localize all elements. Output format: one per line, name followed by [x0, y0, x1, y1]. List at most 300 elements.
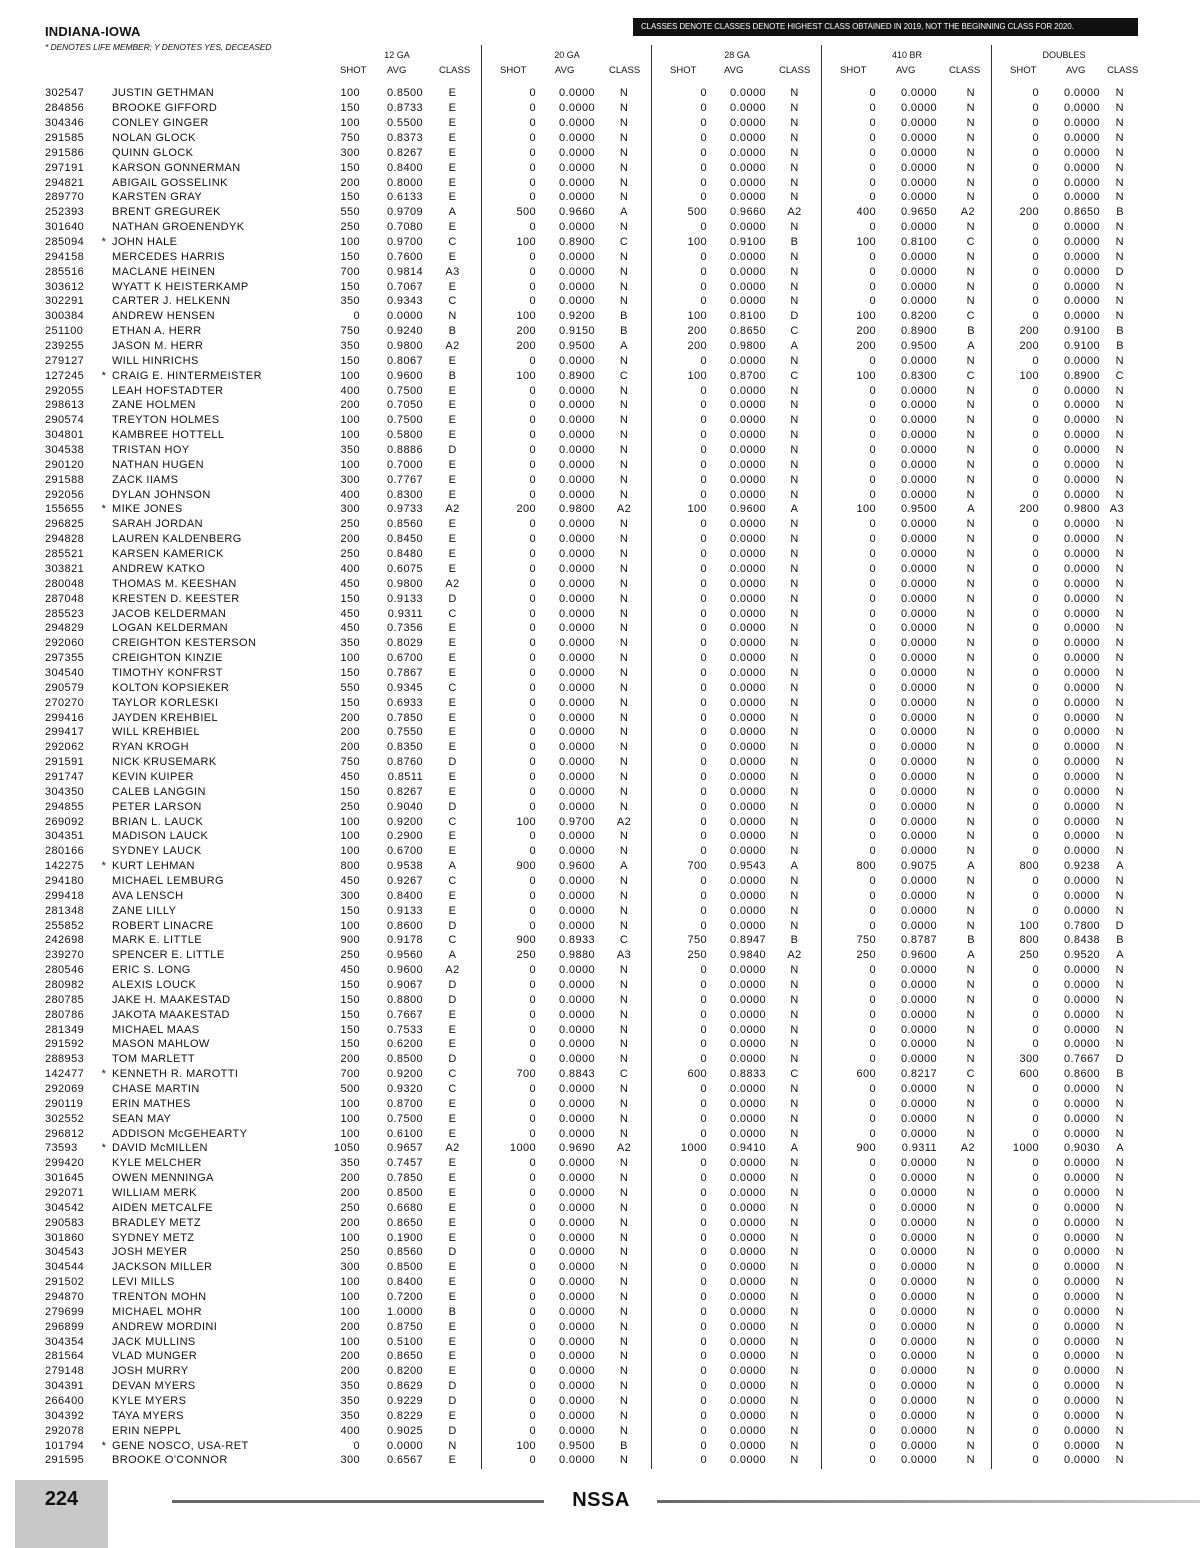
- doubles-shot: 0: [1032, 993, 1039, 1006]
- member-name: WYATT K HEISTERKAMP: [112, 280, 249, 293]
- life-member-mark: [96, 1364, 112, 1379]
- doubles-class: D: [1115, 1053, 1124, 1066]
- ga20-shot: 0: [529, 993, 536, 1006]
- br410-class: N: [966, 161, 975, 174]
- ga12-class: C: [448, 815, 457, 828]
- ga20-class: N: [619, 845, 629, 858]
- ga12-avg: 0.6567: [386, 1454, 423, 1467]
- br410-shot: 0: [869, 1276, 876, 1289]
- ga12-shot: 100: [340, 1112, 360, 1125]
- ga12-shot: 700: [340, 1068, 360, 1081]
- br410-shot: 0: [869, 146, 876, 159]
- ga12-shot: 700: [340, 265, 360, 278]
- ga12-shot: 150: [340, 280, 360, 293]
- life-member-mark: [96, 562, 112, 577]
- doubles-shot: 200: [1019, 340, 1039, 353]
- ga20-avg: 0.0000: [558, 1097, 595, 1110]
- ga12-avg: 0.7850: [386, 711, 423, 724]
- ga12-class: E: [448, 711, 457, 724]
- ga12-avg: 0.8400: [386, 1276, 423, 1289]
- ga20-avg: 0.0000: [558, 1216, 595, 1229]
- doubles-class: N: [1115, 518, 1124, 531]
- doubles-class: N: [1115, 726, 1124, 739]
- life-member-mark: [96, 1230, 112, 1245]
- ga28-shot: 0: [700, 1008, 707, 1021]
- ga12-avg: 0.8500: [386, 1261, 423, 1274]
- doubles-avg: 0.9100: [1063, 325, 1100, 338]
- doubles-class: N: [1115, 681, 1124, 694]
- table-row: [45, 963, 1138, 978]
- ga28-shot: 0: [700, 399, 707, 412]
- ga20-avg: 0.0000: [558, 1083, 595, 1095]
- member-name: SARAH JORDAN: [112, 518, 203, 531]
- br410-avg: 0.0000: [900, 414, 937, 427]
- br410-avg: 0.0000: [900, 741, 937, 754]
- member-name: ZACK IIAMS: [112, 473, 179, 486]
- br410-avg: 0.0000: [900, 681, 937, 694]
- br410-class: N: [966, 1365, 975, 1378]
- ga20-avg: 0.0000: [558, 1127, 595, 1140]
- ga12-avg: 0.9229: [386, 1395, 423, 1408]
- ga20-class: N: [619, 399, 629, 412]
- doubles-shot: 0: [1032, 1395, 1039, 1408]
- ga28-avg: 0.0000: [729, 1320, 766, 1333]
- br410-avg: 0.8217: [900, 1068, 937, 1081]
- br410-class: N: [966, 919, 975, 932]
- doubles-class: N: [1115, 161, 1124, 174]
- br410-avg: 0.0000: [900, 1439, 937, 1452]
- ga28-avg: 0.0000: [729, 756, 766, 769]
- br410-shot: 0: [869, 845, 876, 858]
- member-name: CREIGHTON KESTERSON: [112, 637, 257, 650]
- ga20-avg: 0.9700: [558, 815, 595, 828]
- br410-shot: 0: [869, 548, 876, 561]
- life-member-mark: [96, 1082, 112, 1097]
- life-member-mark: [96, 309, 112, 324]
- table-row: [45, 680, 1138, 695]
- doubles-class: N: [1115, 458, 1124, 471]
- doubles-shot: 0: [1032, 548, 1039, 561]
- ga28-avg: 0.0000: [729, 666, 766, 679]
- ga20-shot: 0: [529, 562, 536, 575]
- ga28-shot: 100: [687, 369, 707, 382]
- doubles-shot: 0: [1032, 622, 1039, 635]
- member-id: 279699: [45, 1305, 85, 1318]
- br410-class: N: [966, 473, 975, 486]
- member-id: 294158: [45, 250, 85, 263]
- table-row: [45, 784, 1138, 799]
- ga20-avg: 0.0000: [558, 637, 595, 650]
- doubles-class: N: [1115, 1350, 1124, 1363]
- doubles-shot: 0: [1032, 1231, 1039, 1244]
- doubles-class: N: [1115, 1261, 1124, 1274]
- member-id: 291591: [45, 756, 85, 769]
- ga28-class: N: [790, 845, 799, 858]
- ga12-avg: 0.6700: [386, 845, 423, 858]
- life-member-mark: [96, 1126, 112, 1141]
- ga28-class: N: [790, 354, 799, 367]
- ga28-shot: 0: [700, 488, 707, 501]
- br410-shot: 0: [869, 1380, 876, 1393]
- ga12-class: E: [448, 176, 457, 189]
- br410-shot: 0: [869, 577, 876, 590]
- life-member-mark: [96, 339, 112, 354]
- ga12-shot: 100: [340, 830, 360, 843]
- doubles-avg: 0.0000: [1063, 1157, 1100, 1170]
- ga28-class: N: [790, 518, 799, 531]
- ga20-shot: 0: [529, 1157, 536, 1170]
- member-name: CHASE MARTIN: [112, 1083, 200, 1095]
- br410-shot: 0: [869, 666, 876, 679]
- ga12-class: E: [448, 102, 457, 115]
- doubles-shot: 0: [1032, 117, 1039, 130]
- ga20-shot: 0: [529, 458, 536, 471]
- br410-class: N: [966, 904, 975, 917]
- ga28-class: N: [790, 102, 799, 115]
- ga20-avg: 0.0000: [558, 488, 595, 501]
- doubles-avg: 0.0000: [1063, 1112, 1100, 1125]
- br410-avg: 0.8100: [900, 236, 937, 249]
- ga20-class: N: [619, 1216, 629, 1229]
- ga20-avg: 0.0000: [558, 993, 595, 1006]
- life-member-mark: [96, 918, 112, 933]
- ga12-class: E: [448, 354, 457, 367]
- ga12-class: E: [448, 696, 457, 709]
- ga20-class: N: [619, 473, 629, 486]
- ga20-shot: 0: [529, 800, 536, 813]
- doubles-shot: 0: [1032, 384, 1039, 397]
- ga28-shot: 0: [700, 592, 707, 605]
- br410-class: N: [966, 845, 975, 858]
- ga20-class: N: [619, 577, 629, 590]
- table-row: [45, 309, 1138, 324]
- group-label-20ga: 20 GA: [554, 50, 580, 60]
- life-member-mark: [96, 1453, 112, 1468]
- ga20-shot: 0: [529, 488, 536, 501]
- life-member-mark: [96, 725, 112, 740]
- table-row: [45, 517, 1138, 532]
- doubles-avg: 0.0000: [1063, 518, 1100, 531]
- ga28-avg: 0.9410: [729, 1142, 766, 1155]
- ga12-avg: 0.9657: [386, 1142, 423, 1155]
- ga28-shot: 0: [700, 1305, 707, 1318]
- ga28-shot: 0: [700, 770, 707, 783]
- ga12-class: B: [448, 325, 457, 338]
- ga28-class: N: [790, 1350, 799, 1363]
- ga12-class: D: [448, 444, 457, 457]
- br410-class: N: [966, 176, 975, 189]
- ga28-class: D: [790, 310, 799, 323]
- member-id: 300384: [45, 310, 85, 323]
- ga12-avg: 0.8267: [386, 146, 423, 159]
- ga12-class: D: [448, 756, 457, 769]
- member-name: JOSH MEYER: [112, 1246, 188, 1259]
- br410-avg: 0.0000: [900, 1261, 937, 1274]
- ga20-shot: 0: [529, 1261, 536, 1274]
- member-name: PETER LARSON: [112, 800, 202, 813]
- doubles-avg: 0.0000: [1063, 1097, 1100, 1110]
- br410-avg: 0.0000: [900, 830, 937, 843]
- life-member-mark: [96, 770, 112, 785]
- br410-avg: 0.0000: [900, 1380, 937, 1393]
- ga28-avg: 0.0000: [729, 117, 766, 130]
- br410-shot: 0: [869, 607, 876, 620]
- br410-shot: 900: [856, 1142, 876, 1155]
- br410-shot: 0: [869, 1201, 876, 1214]
- ga28-avg: 0.0000: [729, 473, 766, 486]
- ga12-avg: 0.9560: [386, 949, 423, 962]
- ga20-shot: 100: [516, 310, 536, 323]
- ga20-avg: 0.0000: [558, 919, 595, 932]
- br410-avg: 0.0000: [900, 1157, 937, 1170]
- doubles-avg: 0.7667: [1063, 1053, 1100, 1066]
- table-row: [45, 428, 1138, 443]
- life-member-mark: [96, 443, 112, 458]
- ga28-avg: 0.0000: [729, 1216, 766, 1229]
- ga12-class: E: [448, 1365, 457, 1378]
- member-id: 304542: [45, 1201, 85, 1214]
- br410-shot: 0: [869, 696, 876, 709]
- ga28-class: N: [790, 711, 799, 724]
- ga12-shot: 1050: [333, 1142, 360, 1155]
- br410-class: N: [966, 607, 975, 620]
- ga20-class: N: [619, 1083, 629, 1095]
- ga12-class: E: [448, 637, 457, 650]
- doubles-class: N: [1115, 444, 1124, 457]
- ga28-avg: 0.0000: [729, 1112, 766, 1125]
- ga20-shot: 0: [529, 161, 536, 174]
- br410-class: N: [966, 741, 975, 754]
- doubles-avg: 0.0000: [1063, 132, 1100, 144]
- doubles-class: N: [1115, 429, 1124, 442]
- br410-avg: 0.0000: [900, 1395, 937, 1408]
- ga28-class: N: [790, 161, 799, 174]
- life-member-mark: [96, 874, 112, 889]
- ga20-avg: 0.0000: [558, 562, 595, 575]
- ga28-avg: 0.8833: [729, 1068, 766, 1081]
- ga28-avg: 0.9600: [729, 503, 766, 516]
- ga20-avg: 0.0000: [558, 1112, 595, 1125]
- ga20-class: B: [620, 310, 628, 323]
- member-name: JAYDEN KREHBIEL: [112, 711, 219, 724]
- ga20-shot: 0: [529, 577, 536, 590]
- member-name: JOHN HALE: [112, 236, 178, 249]
- ga12-avg: 0.8511: [387, 770, 423, 783]
- br410-avg: 0.0000: [900, 1127, 937, 1140]
- ga20-shot: 0: [529, 221, 536, 234]
- ga28-avg: 0.0000: [729, 741, 766, 754]
- ga28-class: B: [790, 236, 799, 249]
- br410-class: N: [966, 1291, 975, 1304]
- br410-avg: 0.0000: [900, 993, 937, 1006]
- ga12-class: E: [448, 1291, 457, 1304]
- br410-shot: 0: [869, 102, 876, 115]
- life-member-mark: [96, 784, 112, 799]
- ga12-class: E: [448, 652, 457, 665]
- br410-avg: 0.9650: [900, 206, 937, 219]
- ga12-class: A: [448, 860, 457, 873]
- ga20-shot: 0: [529, 666, 536, 679]
- doubles-avg: 0.0000: [1063, 964, 1100, 977]
- ga12-shot: 150: [340, 1023, 360, 1036]
- ga12-shot: 100: [340, 236, 360, 249]
- table-row: [45, 859, 1138, 874]
- ga28-class: C: [790, 369, 799, 382]
- ga28-class: N: [790, 265, 799, 278]
- br410-shot: 100: [856, 236, 876, 249]
- br410-shot: 0: [869, 518, 876, 531]
- life-member-mark: [96, 903, 112, 918]
- doubles-shot: 0: [1032, 845, 1039, 858]
- ga20-avg: 0.0000: [558, 1201, 595, 1214]
- doubles-avg: 0.0000: [1063, 458, 1100, 471]
- ga28-avg: 0.0000: [729, 652, 766, 665]
- ga20-avg: 0.0000: [558, 176, 595, 189]
- member-id: 296825: [45, 518, 85, 531]
- ga12-shot: 250: [340, 800, 360, 813]
- ga20-avg: 0.0000: [558, 1320, 595, 1333]
- br410-class: N: [966, 265, 975, 278]
- br410-avg: 0.0000: [900, 87, 937, 100]
- br410-avg: 0.0000: [900, 102, 937, 115]
- table-row: [45, 1067, 1138, 1082]
- ga28-avg: 0.0000: [729, 1231, 766, 1244]
- life-member-mark: [96, 799, 112, 814]
- ga12-avg: 0.6100: [386, 1127, 423, 1140]
- ga28-shot: 0: [700, 191, 707, 204]
- ga12-avg: 0.8373: [386, 132, 423, 144]
- ga20-shot: 0: [529, 429, 536, 442]
- ga12-shot: 450: [340, 577, 360, 590]
- ga12-shot: 550: [340, 681, 360, 694]
- member-name: NATHAN HUGEN: [112, 458, 204, 471]
- br410-shot: 0: [869, 384, 876, 397]
- doubles-avg: 0.0000: [1063, 1201, 1100, 1214]
- ga28-class: N: [790, 1023, 799, 1036]
- ga28-class: N: [790, 1097, 799, 1110]
- br410-class: N: [966, 1320, 975, 1333]
- br410-shot: 0: [869, 741, 876, 754]
- br410-avg: 0.0000: [900, 295, 937, 308]
- doubles-shot: 0: [1032, 1038, 1039, 1051]
- br410-class: N: [966, 756, 975, 769]
- br410-shot: 0: [869, 637, 876, 650]
- ga28-class: N: [790, 1187, 799, 1200]
- ga12-class: A2: [445, 964, 460, 977]
- doubles-class: N: [1115, 1365, 1124, 1378]
- br410-avg: 0.0000: [900, 1112, 937, 1125]
- br410-avg: 0.0000: [900, 458, 937, 471]
- ga20-avg: 0.0000: [558, 741, 595, 754]
- member-name: JASON M. HERR: [112, 340, 204, 353]
- ga20-class: A: [620, 340, 628, 353]
- member-id: 304346: [45, 117, 85, 130]
- member-id: 101794: [45, 1439, 85, 1452]
- br410-shot: 0: [869, 1365, 876, 1378]
- life-member-mark: [96, 353, 112, 368]
- doubles-avg: 0.8650: [1063, 206, 1100, 219]
- br410-shot: 0: [869, 1172, 876, 1185]
- life-member-mark: *: [101, 1068, 107, 1081]
- member-id: 304392: [45, 1409, 85, 1422]
- ga28-class: N: [790, 696, 799, 709]
- br410-class: A2: [960, 206, 975, 219]
- ga28-shot: 100: [687, 503, 707, 516]
- br410-class: N: [966, 533, 975, 546]
- ga28-avg: 0.0000: [729, 444, 766, 457]
- life-member-mark: [96, 1290, 112, 1305]
- ga12-class: E: [448, 458, 457, 471]
- ga28-class: C: [790, 325, 799, 338]
- member-id: 294855: [45, 800, 85, 813]
- ga20-avg: 0.0000: [558, 1305, 595, 1318]
- ga28-class: N: [790, 592, 799, 605]
- ga20-shot: 0: [529, 726, 536, 739]
- member-name: LEVI MILLS: [112, 1276, 175, 1289]
- table-row: [45, 799, 1138, 814]
- br410-avg: 0.0000: [900, 622, 937, 635]
- ga28-shot: 0: [700, 993, 707, 1006]
- member-name: MICHAEL LEMBURG: [112, 874, 224, 887]
- member-id: 292060: [45, 637, 85, 650]
- ga12-class: E: [448, 399, 457, 412]
- ga12-avg: 0.7667: [386, 1008, 423, 1021]
- doubles-shot: 0: [1032, 1409, 1039, 1422]
- ga28-class: A2: [787, 206, 802, 219]
- ga12-class: E: [448, 132, 457, 144]
- table-row: [45, 666, 1138, 681]
- doubles-avg: 0.0000: [1063, 1276, 1100, 1289]
- member-name: LOGAN KELDERMAN: [112, 622, 229, 635]
- doubles-avg: 0.0000: [1063, 1038, 1100, 1051]
- ga28-shot: 0: [700, 577, 707, 590]
- table-row: [45, 339, 1138, 354]
- table-row: [45, 636, 1138, 651]
- br410-class: A2: [960, 1142, 975, 1155]
- doubles-shot: 0: [1032, 1216, 1039, 1229]
- ga28-class: N: [790, 1395, 799, 1408]
- doubles-shot: 0: [1032, 533, 1039, 546]
- life-member-mark: [96, 1111, 112, 1126]
- doubles-shot: 600: [1019, 1068, 1039, 1081]
- doubles-avg: 0.0000: [1063, 1246, 1100, 1259]
- ga12-shot: 100: [340, 845, 360, 858]
- ga12-class: E: [448, 429, 457, 442]
- ga20-avg: 0.0000: [558, 1157, 595, 1170]
- member-name: KRESTEN D. KEESTER: [112, 592, 240, 605]
- ga20-avg: 0.0000: [558, 146, 595, 159]
- ga20-shot: 0: [529, 414, 536, 427]
- member-name: DYLAN JOHNSON: [112, 488, 211, 501]
- doubles-avg: 0.0000: [1063, 1365, 1100, 1378]
- ga28-class: N: [790, 726, 799, 739]
- ga20-class: N: [619, 280, 629, 293]
- ga20-class: A3: [616, 949, 632, 962]
- ga20-shot: 0: [529, 250, 536, 263]
- life-member-mark: [96, 829, 112, 844]
- doubles-avg: 0.7800: [1063, 919, 1100, 932]
- ga12-avg: 0.8760: [386, 756, 423, 769]
- table-row: [45, 1111, 1138, 1126]
- doubles-shot: 0: [1032, 1246, 1039, 1259]
- ga28-shot: 0: [700, 1053, 707, 1066]
- brand-name: NSSA: [572, 1489, 630, 1511]
- member-id: 291592: [45, 1038, 85, 1051]
- doubles-shot: 0: [1032, 1157, 1039, 1170]
- ga12-avg: 0.9200: [386, 815, 423, 828]
- doubles-avg: 0.0000: [1063, 414, 1100, 427]
- ga28-shot: 0: [700, 874, 707, 887]
